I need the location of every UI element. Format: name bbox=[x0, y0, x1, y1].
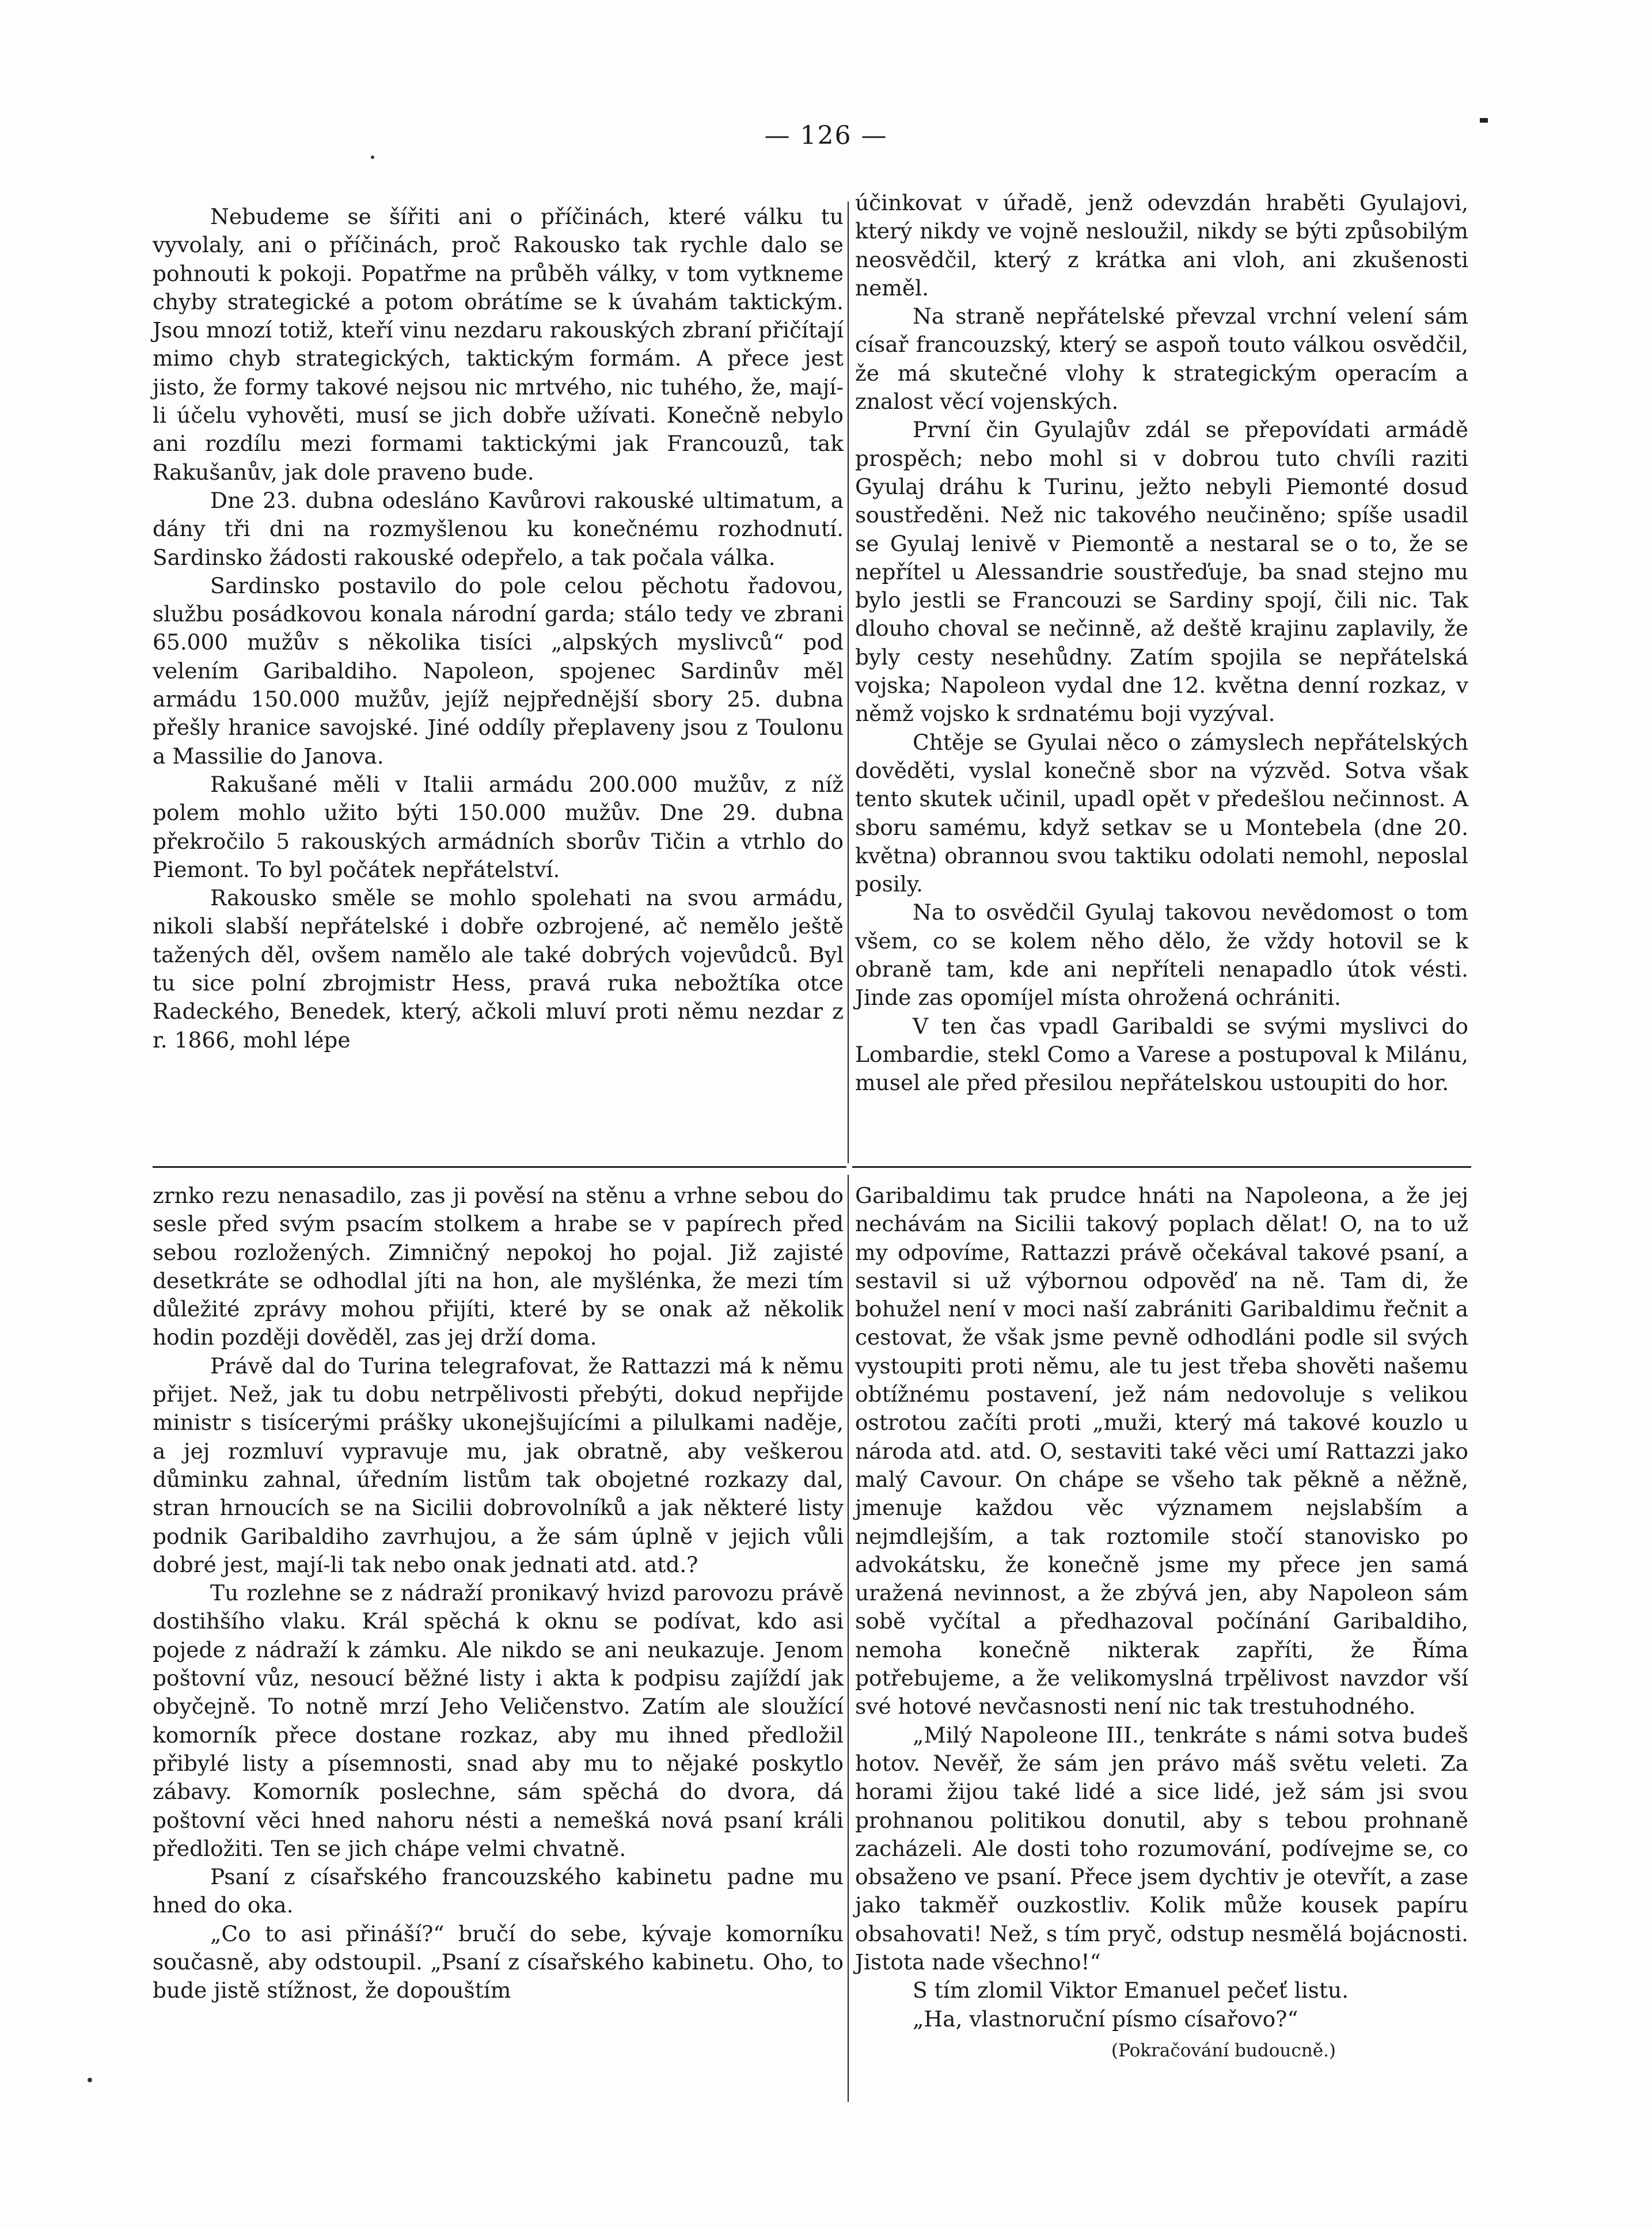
paragraph: Sardinsko postavilo do pole celou pěchotu řadovou, službu posádkovou konala národní garda; stálo tedy ve zbrani 65.000 mužův s několika tisíci „alpských myslivců“ pod velením Garibaldiho. Napoleon, spojenec Sardinův měl armádu 150.000 mužův, jejíž nejpřednější sbory 25. dubna přešly hranice savojské. Jiné oddíly přeplaveny jsou z Toulonu a Massilie do Janova. bbox=[153, 572, 844, 769]
column-bottom-left bbox=[153, 1182, 844, 2103]
column-rule-top bbox=[848, 202, 849, 1163]
paragraph: Právě dal do Turina telegrafovat, že Rattazzi má k němu přijet. Než, jak tu dobu netrpělivosti přebýti, dokud nepřijde ministr s tisícerými prášky ukonejšujícími a pilulkami naděje, a jej rozmluví vypravuje mu, jak obratně, aby veškerou důminku zahnal, úředním listům tak obojetné rozkazy dal, stran hrnoucích se na Sicilii dobrovolníků a jak některé listy podnik Garibaldiho zavrhujou, a že sám úplně v jejich vůli dobré jest, mají-li tak nebo onak jednati atd. atd.? bbox=[153, 1353, 844, 1577]
paragraph: Garibaldimu tak prudce hnáti na Napoleona, a že jej nechávám na Sicilii takový poplach dělat! O, na to už my odpovíme, Rattazzi právě očekával takové psaní, a sestavil si už výbornou odpověď na ně. Tam di, že bohužel není v moci naší zabrániti Garibaldimu řečnit a cestovat, že však jsme pevně odhodláni podle sil svých vystoupiti proti němu, ale tu jest třeba shověti našemu obtížnému postavení, jež nám nedovoluje s velikou ostrotou začíti proti „muži, který má takové kouzlo u národa atd. atd. O, sestaviti také věci umí Rattazzi jako malý Cavour. On chápe se všeho tak pěkně a něžně, jmenuje každou věc významem nejslabším a nejmdlejším, a tak roztomile stočí stanovisko po advokátsku, že konečně jsme my přece jen samá uražená nevinnost, a že zbývá jen, aby Napoleon sám sobě vyčítal a předhazoval počínání Garibaldiho, nemoha konečně nikterak zapříti, že Říma potřebujeme, a že velikomyslná trpělivost navzdor vší své hotové nevčasnosti není nic tak trestuhodného. bbox=[855, 1183, 1468, 1720]
paragraph: Rakušané měli v Italii armádu 200.000 mužův, z níž polem mohlo užito býti 150.000 mužův. Dne 29. dubna překročilo 5 rakouských armádních sborův Tičin a vtrhlo do Piemont. To byl počátek nepřátelství. bbox=[153, 771, 844, 882]
column-top-left bbox=[153, 203, 844, 1153]
paragraph: „Co to asi přináší?“ bručí do sebe, kývaje komorníku současně, aby odstoupil. „Psaní z císařského kabinetu. Oho, to bude jistě stížnost, že dopouštím bbox=[153, 1920, 844, 2003]
column-top-right bbox=[855, 189, 1468, 1156]
section-rule-right bbox=[852, 1166, 1471, 1168]
paragraph: Nebudeme se šířiti ani o příčinách, které válku tu vyvolaly, ani o příčinách, proč Rakousko tak rychle dalo se pohnouti k pokoji. Popatřme na průběh války, v tom vytkneme chyby strategické a potom obrátíme se k úvahám taktickým. Jsou mnozí totiž, kteří vinu nezdaru rakouských zbraní přičítají mimo chyb strategických, taktickým formám. A přece jest jisto, že formy takové nejsou nic mrtvého, nic tuhého, že, mají-li účelu vyhověti, musí se jich dobře užívati. Konečně nebylo ani rozdílu mezi formami taktickými jak Francouzů, tak Rakušanův, jak dole praveno bude. bbox=[153, 204, 844, 485]
page-number: — 126 — bbox=[764, 121, 888, 150]
paragraph: „Ha, vlastnoruční písmo císařovo?“ bbox=[913, 2006, 1298, 2032]
paragraph: Na to osvědčil Gyulaj takovou nevědomost o tom všem, co se kolem něho dělo, že vždy hotovil se k obraně tam, kde ani nepříteli nenapadlo útok vésti. Jinde zas opomíjel místa ohrožená ochrániti. bbox=[855, 899, 1468, 1011]
paragraph: účinkovat v úřadě, jenž odevzdán hraběti Gyulajovi, který nikdy ve vojně nesloužil, nikdy se býti způsobilým neosvědčil, který z krátka ani vloh, ani zkušenosti neměl. bbox=[855, 190, 1468, 301]
paragraph: Chtěje se Gyulai něco o zámyslech nepřátelských dověděti, vyslal konečně sbor na výzvěd. Sotva však tento skutek učinil, upadl opět v předešlou nečinnost. A sboru samému, když setkav se u Montebela (dne 20. května) obrannou svou taktiku odolati nemohl, neposlal posily. bbox=[855, 729, 1468, 897]
corner-mark bbox=[1480, 118, 1488, 123]
paragraph: Na straně nepřátelské převzal vrchní velení sám císař francouzský, který se aspoň touto válkou osvědčil, že má skutečné vlohy k strategickým operacím a znalost věcí vojenských. bbox=[855, 303, 1468, 415]
paragraph: „Milý Napoleone III., tenkráte s námi sotva budeš hotov. Nevěř, že sám jen právo máš světu veleti. Za horami žijou také lidé a sice lidé, jež sám jsi svou prohnanou politikou donutil, aby s tebou prohnaně zacházeli. Ale dosti toho rozumování, podívejme se, co obsaženo ve psaní. Přece jsem dychtiv je otevřít, a zase jako takměř ouzkostliv. Kolik může kousek papíru obsahovati! Než, s tím pryč, odstup nesmělá bojácnosti. Jistota nade všechno!“ bbox=[855, 1722, 1468, 1975]
paragraph: V ten čas vpadl Garibaldi se svými myslivci do Lombardie, stekl Como a Varese a postupoval k Milánu, musel ale před přesilou nepřátelskou ustoupiti do hor. bbox=[855, 1013, 1468, 1096]
paragraph: zrnko rezu nenasadilo, zas ji pověsí na stěnu a vrhne sebou do sesle před svým psacím stolkem a hrabe se v papírech před sebou rozložených. Zimničný nepokoj ho pojal. Již zajisté desetkráte se odhodlal jíti na hon, ale myšlénka, že mezi tím důležité zprávy mohou přijíti, které by se onak až několik hodin později dověděl, zas jej drží doma. bbox=[153, 1183, 844, 1350]
continuation-note: (Pokračování budoucně.) bbox=[1111, 2040, 1336, 2061]
column-rule-bottom bbox=[848, 1175, 849, 2102]
paragraph: Rakousko směle se mohlo spolehati na svou armádu, nikoli slabší nepřátelské i dobře ozbrojené, ač nemělo ještě tažených děl, ovšem namělo ale také dobrých vojevůdců. Byl tu sice polní zbrojmistr Hess, pravá ruka nebožtíka otce Radeckého, Benedek, který, ačkoli mluví proti němu nezdar z r. 1866, mohl lépe bbox=[153, 885, 844, 1053]
paragraph: Psaní z císařského francouzského kabinetu padne mu hned do oka. bbox=[153, 1864, 844, 1918]
paragraph: První čin Gyulajův zdál se přepovídati armádě prospěch; nebo mohl si v dobrou tuto chvíli raziti Gyulaj dráhu k Turinu, ježto nebyli Piemonté dosud soustředěni. Než nic takového neučiněno; spíše usadil se Gyulaj lenivě v Piemontě a nestaral se o to, že se nepřítel u Alessandrie soustřeďuje, ba snad stejno mu bylo jestli se Francouzi se Sardiny spojí, čili nic. Tak dlouho choval se nečinně, až deště krajinu zaplavily, že byly cesty nesehůdny. Zatím spojila se nepřátelská vojska; Napoleon vydal dne 12. května denní rozkaz, v němž vojsko k srdnatému boji vyzýval. bbox=[855, 417, 1468, 727]
paragraph: S tím zlomil Viktor Emanuel pečeť listu. bbox=[913, 1978, 1349, 2003]
section-rule-left bbox=[153, 1166, 846, 1168]
margin-dot bbox=[88, 2078, 92, 2082]
paragraph: Tu rozlehne se z nádraží pronikavý hvizd parovozu právě dostihšího vlaku. Král spěchá k oknu se podívat, kdo asi pojede z nádraží k zámku. Ale nikdo se ani neukazuje. Jenom poštovní vůz, nesoucí běžné listy i akta k podpisu zajíždí jak obyčejně. To notně mrzí Jeho Veličenstvo. Zatím ale sloužící komorník přece dostane rozkaz, aby mu ihned předložil přibylé listy a písemnosti, snad aby mu to nějaké poskytlo zábavy. Komorník poslechne, sám spěchá do dvora, dá poštovní věci hned nahoru nésti a nemešká nová psaní králi předložiti. Ten se jich chápe velmi chvatně. bbox=[153, 1580, 844, 1861]
column-bottom-right bbox=[855, 1182, 1468, 2103]
small-dot bbox=[371, 155, 374, 159]
paragraph: Dne 23. dubna odesláno Kavůrovi rakouské ultimatum, a dány tři dni na rozmyšlenou ku konečnému rozhodnutí. Sardinsko žádosti rakouské odepřelo, a tak počala válka. bbox=[153, 487, 844, 570]
